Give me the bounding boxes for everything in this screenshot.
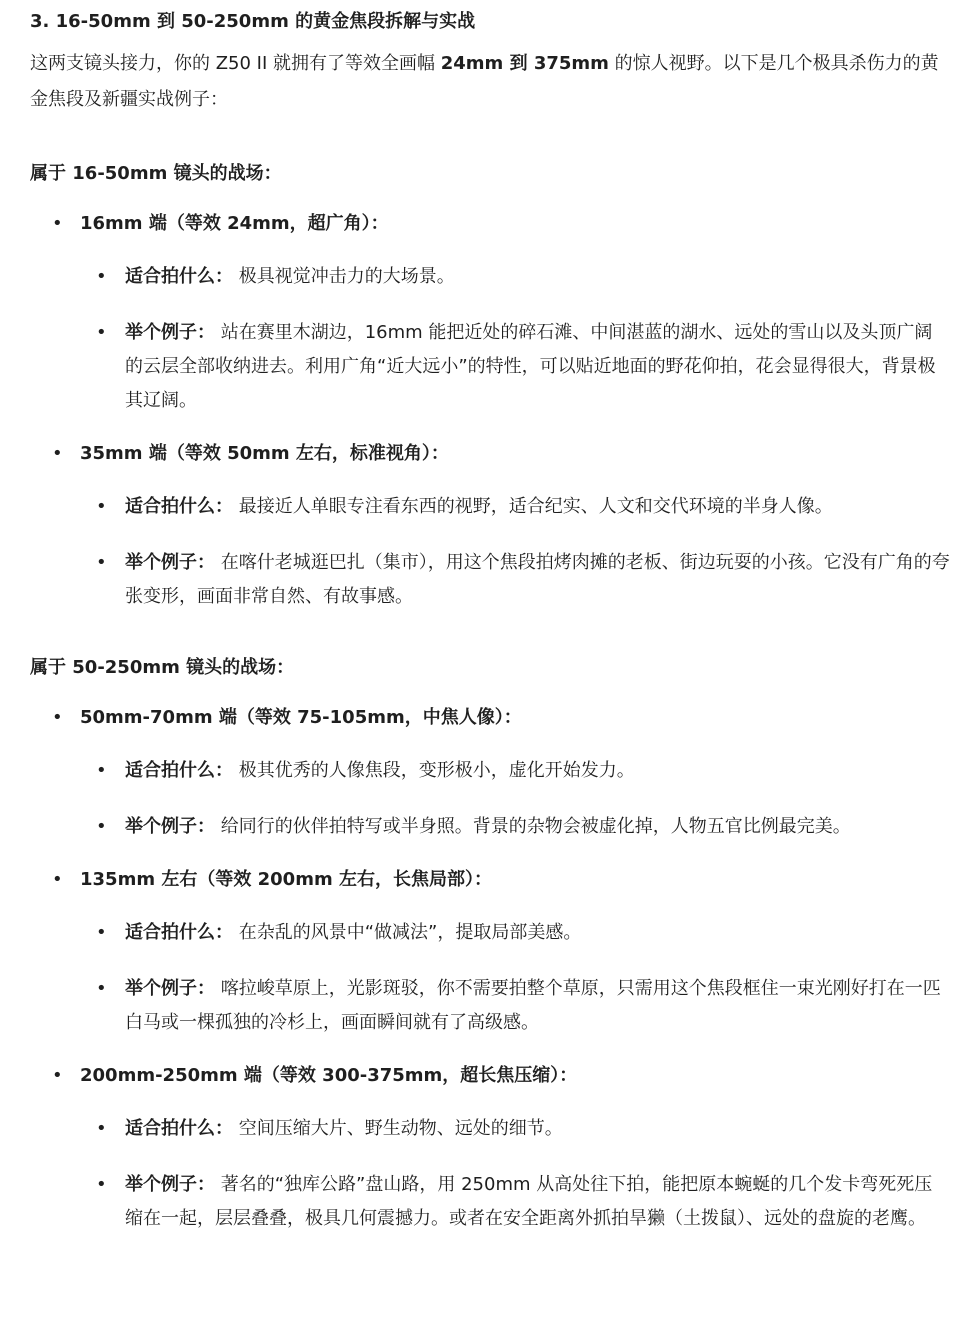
example-label: 举个例子： <box>125 816 215 837</box>
bullet-icon: • <box>96 760 107 781</box>
focal-list-16-50 <box>30 210 960 614</box>
what-to-shoot <box>30 490 950 524</box>
what-label: 适合拍什么： <box>125 922 233 943</box>
what-text: 在杂乱的风景中“做减法”，提取局部美感。 <box>233 922 582 943</box>
focal-item <box>30 210 960 418</box>
bullet-icon: • <box>96 978 107 999</box>
what-label: 适合拍什么： <box>125 1118 233 1139</box>
bullet-icon: • <box>96 496 107 517</box>
focal-title: 200mm-250mm 端（等效 300-375mm，超长焦压缩）： <box>80 1065 578 1086</box>
focal-title: 135mm 左右（等效 200mm 左右，长焦局部）： <box>80 869 492 890</box>
bullet-icon: • <box>96 1118 107 1139</box>
example-text: 给同行的伙伴拍特写或半身照。背景的杂物会被虚化掉，人物五官比例最完美。 <box>215 816 851 837</box>
what-label: 适合拍什么： <box>125 760 233 781</box>
example-text: 著名的“独库公路”盘山路，用 250mm 从高处往下拍，能把原本蜿蜒的几个发卡弯死死压缩在一起，层层叠叠，极具几何震撼力。或者在安全距离外抓拍旱獭（土拨鼠）、远处的盘旋的老鹰。 <box>125 1174 933 1229</box>
example <box>30 316 950 418</box>
intro-text-end: 的惊人视野。以下是几个极具杀伤力的黄金焦段及新疆实战例子： <box>30 53 939 110</box>
what-label: 适合拍什么： <box>125 266 233 287</box>
bullet-icon: • <box>52 1065 63 1086</box>
focal-item <box>30 440 960 614</box>
intro-bold-range: 24mm 到 375mm <box>440 53 609 74</box>
focal-list-50-250 <box>30 704 960 1236</box>
what-to-shoot <box>30 260 950 294</box>
bullet-icon: • <box>96 1174 107 1195</box>
example <box>30 972 950 1040</box>
bullet-icon: • <box>96 322 107 343</box>
bullet-icon: • <box>52 213 63 234</box>
example-text: 在喀什老城逛巴扎（集市），用这个焦段拍烤肉摊的老板、街边玩耍的小孩。它没有广角的夸张变形，画面非常自然、有故事感。 <box>125 552 950 607</box>
bullet-icon: • <box>96 816 107 837</box>
focal-title: 16mm 端（等效 24mm，超广角）： <box>80 213 389 234</box>
group-heading-16-50: 属于 16-50mm 镜头的战场： <box>30 163 282 184</box>
bullet-icon: • <box>96 552 107 573</box>
example-text: 喀拉峻草原上，光影斑驳，你不需要拍整个草原，只需用这个焦段框住一束光刚好打在一匹白马或一棵孤独的冷杉上，画面瞬间就有了高级感。 <box>125 978 941 1033</box>
focal-title: 50mm-70mm 端（等效 75-105mm，中焦人像）： <box>80 707 522 728</box>
what-text: 最接近人单眼专注看东西的视野，适合纪实、人文和交代环境的半身人像。 <box>233 496 833 517</box>
example <box>30 1168 950 1236</box>
focal-item <box>30 704 960 844</box>
what-to-shoot <box>30 1112 950 1146</box>
bullet-icon: • <box>52 443 63 464</box>
what-text: 极其优秀的人像焦段，变形极小，虚化开始发力。 <box>233 760 635 781</box>
focal-item <box>30 866 960 1040</box>
example-label: 举个例子： <box>125 322 215 343</box>
bullet-icon: • <box>96 266 107 287</box>
what-to-shoot <box>30 916 950 950</box>
group-heading-50-250: 属于 50-250mm 镜头的战场： <box>30 657 295 678</box>
example-label: 举个例子： <box>125 552 215 573</box>
what-text: 极具视觉冲击力的大场景。 <box>233 266 455 287</box>
bullet-icon: • <box>52 707 63 728</box>
what-to-shoot <box>30 754 950 788</box>
what-label: 适合拍什么： <box>125 496 233 517</box>
example-label: 举个例子： <box>125 1174 215 1195</box>
example-text: 站在赛里木湖边，16mm 能把近处的碎石滩、中间湛蓝的湖水、远处的雪山以及头顶广阔的云层全部收纳进去。利用广角“近大远小”的特性，可以贴近地面的野花仰拍，花会显得很大，背景极其辽阔。 <box>125 322 936 411</box>
bullet-icon: • <box>52 869 63 890</box>
example <box>30 546 950 614</box>
bullet-icon: • <box>96 922 107 943</box>
example <box>30 810 950 844</box>
section-title: 3. 16-50mm 到 50-250mm 的黄金焦段拆解与实战 <box>30 11 476 32</box>
intro-text: 这两支镜头接力，你的 Z50 II 就拥有了等效全画幅 <box>30 53 441 74</box>
what-text: 空间压缩大片、野生动物、远处的细节。 <box>233 1118 563 1139</box>
focal-title: 35mm 端（等效 50mm 左右，标准视角）： <box>80 443 449 464</box>
example-label: 举个例子： <box>125 978 215 999</box>
intro-paragraph <box>30 46 950 118</box>
focal-item <box>30 1062 960 1236</box>
